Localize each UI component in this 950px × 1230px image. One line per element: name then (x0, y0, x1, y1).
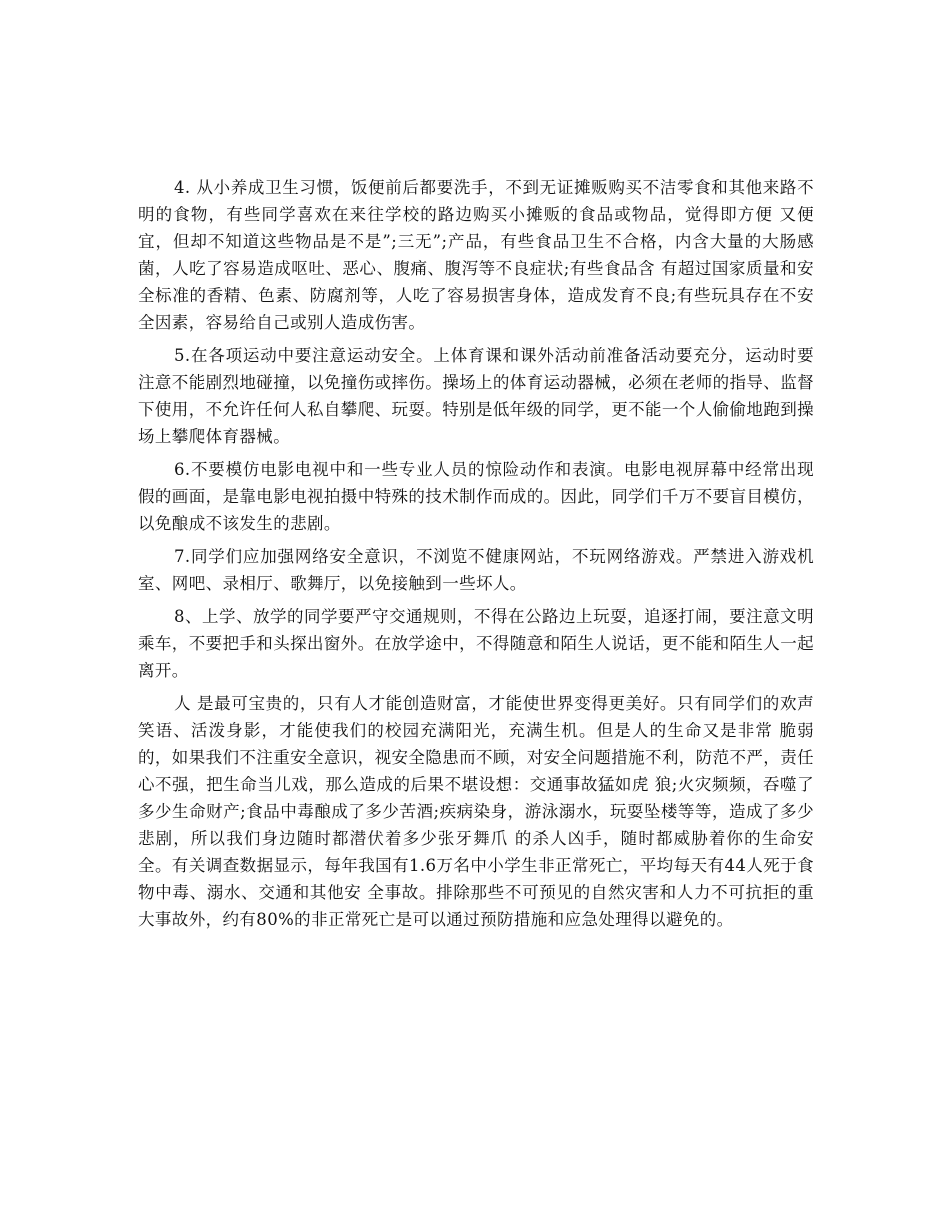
paragraph-traffic-rules: 8、上学、放学的同学要严守交通规则，不得在公路边上玩耍，追逐打闹，要注意文明乘车，不要把手和头探出窗外。在放学途中，不得随意和陌生人说话，更不能和陌生人一起离开。 (138, 607, 814, 680)
document-body (138, 171, 814, 933)
paragraph-internet-safety: 7.同学们应加强网络安全意识，不浏览不健康网站，不玩网络游戏。严禁进入游戏机室、网吧、录相厅、歌舞厅，以免接触到一些坏人。 (138, 547, 814, 593)
paragraph-sports-safety: 5.在各项运动中要注意运动安全。上体育课和课外活动前准备活动要充分，运动时要注意不能剧烈地碰撞，以免撞伤或摔伤。操场上的体育运动器械，必须在老师的指导、监督下使用，不允许任何人私自攀爬、玩耍。特别是低年级的同学，更不能一个人偷偷地跑到操场上攀爬体育器械。 (138, 346, 814, 446)
paragraph-hygiene: 4. 从小养成卫生习惯，饭便前后都要洗手，不到无证摊贩购买不洁零食和其他来路不明的食物，有些同学喜欢在来往学校的路边购买小摊贩的食品或物品，觉得即方便 又便宜，但却不知道这些物品是不是”;三无”;产品，有些食品卫生不合格，内含大量的大肠感菌，人吃了容易造成呕吐、恶心、腹痛、腹泻等不良症状;有些食品含 有超过国家质量和安全标准的香精、色素、防腐剂等，人吃了容易损害身体，造成发育不良;有些玩具存在不安全因素，容易给自己或别人造成伤害。 (138, 178, 814, 332)
paragraph-life-value: 人 是最可宝贵的，只有人才能创造财富，才能使世界变得更美好。只有同学们的欢声笑语、活泼身影，才能使我们的校园充满阳光，充满生机。但是人的生命又是非常 脆弱的，如果我们不注重安全意识，视安全隐患而不顾，对安全问题措施不利，防范不严，责任心不强，把生命当儿戏，那么造成的后果不堪设想：交通事故猛如虎 狼;火灾频频，吞噬了多少生命财产;食品中毒酿成了多少苦酒;疾病染身，游泳溺水，玩耍坠楼等等，造成了多少悲剧，所以我们身边随时都潜伏着多少张牙舞爪 的杀人凶手，随时都威胁着你的生命安全。有关调查数据显示，每年我国有1.6万名中小学生非正常死亡，平均每天有44人死于食物中毒、溺水、交通和其他安 全事故。排除那些不可预见的自然灾害和人力不可抗拒的重大事故外，约有80%的非正常死亡是可以通过预防措施和应急处理得以避免的。 (138, 694, 814, 929)
paragraph-stunt-imitation: 6.不要模仿电影电视中和一些专业人员的惊险动作和表演。电影电视屏幕中经常出现假的画面，是靠电影电视拍摄中特殊的技术制作而成的。因此，同学们千万不要盲目模仿，以免酿成不该发生的悲剧。 (138, 460, 814, 533)
